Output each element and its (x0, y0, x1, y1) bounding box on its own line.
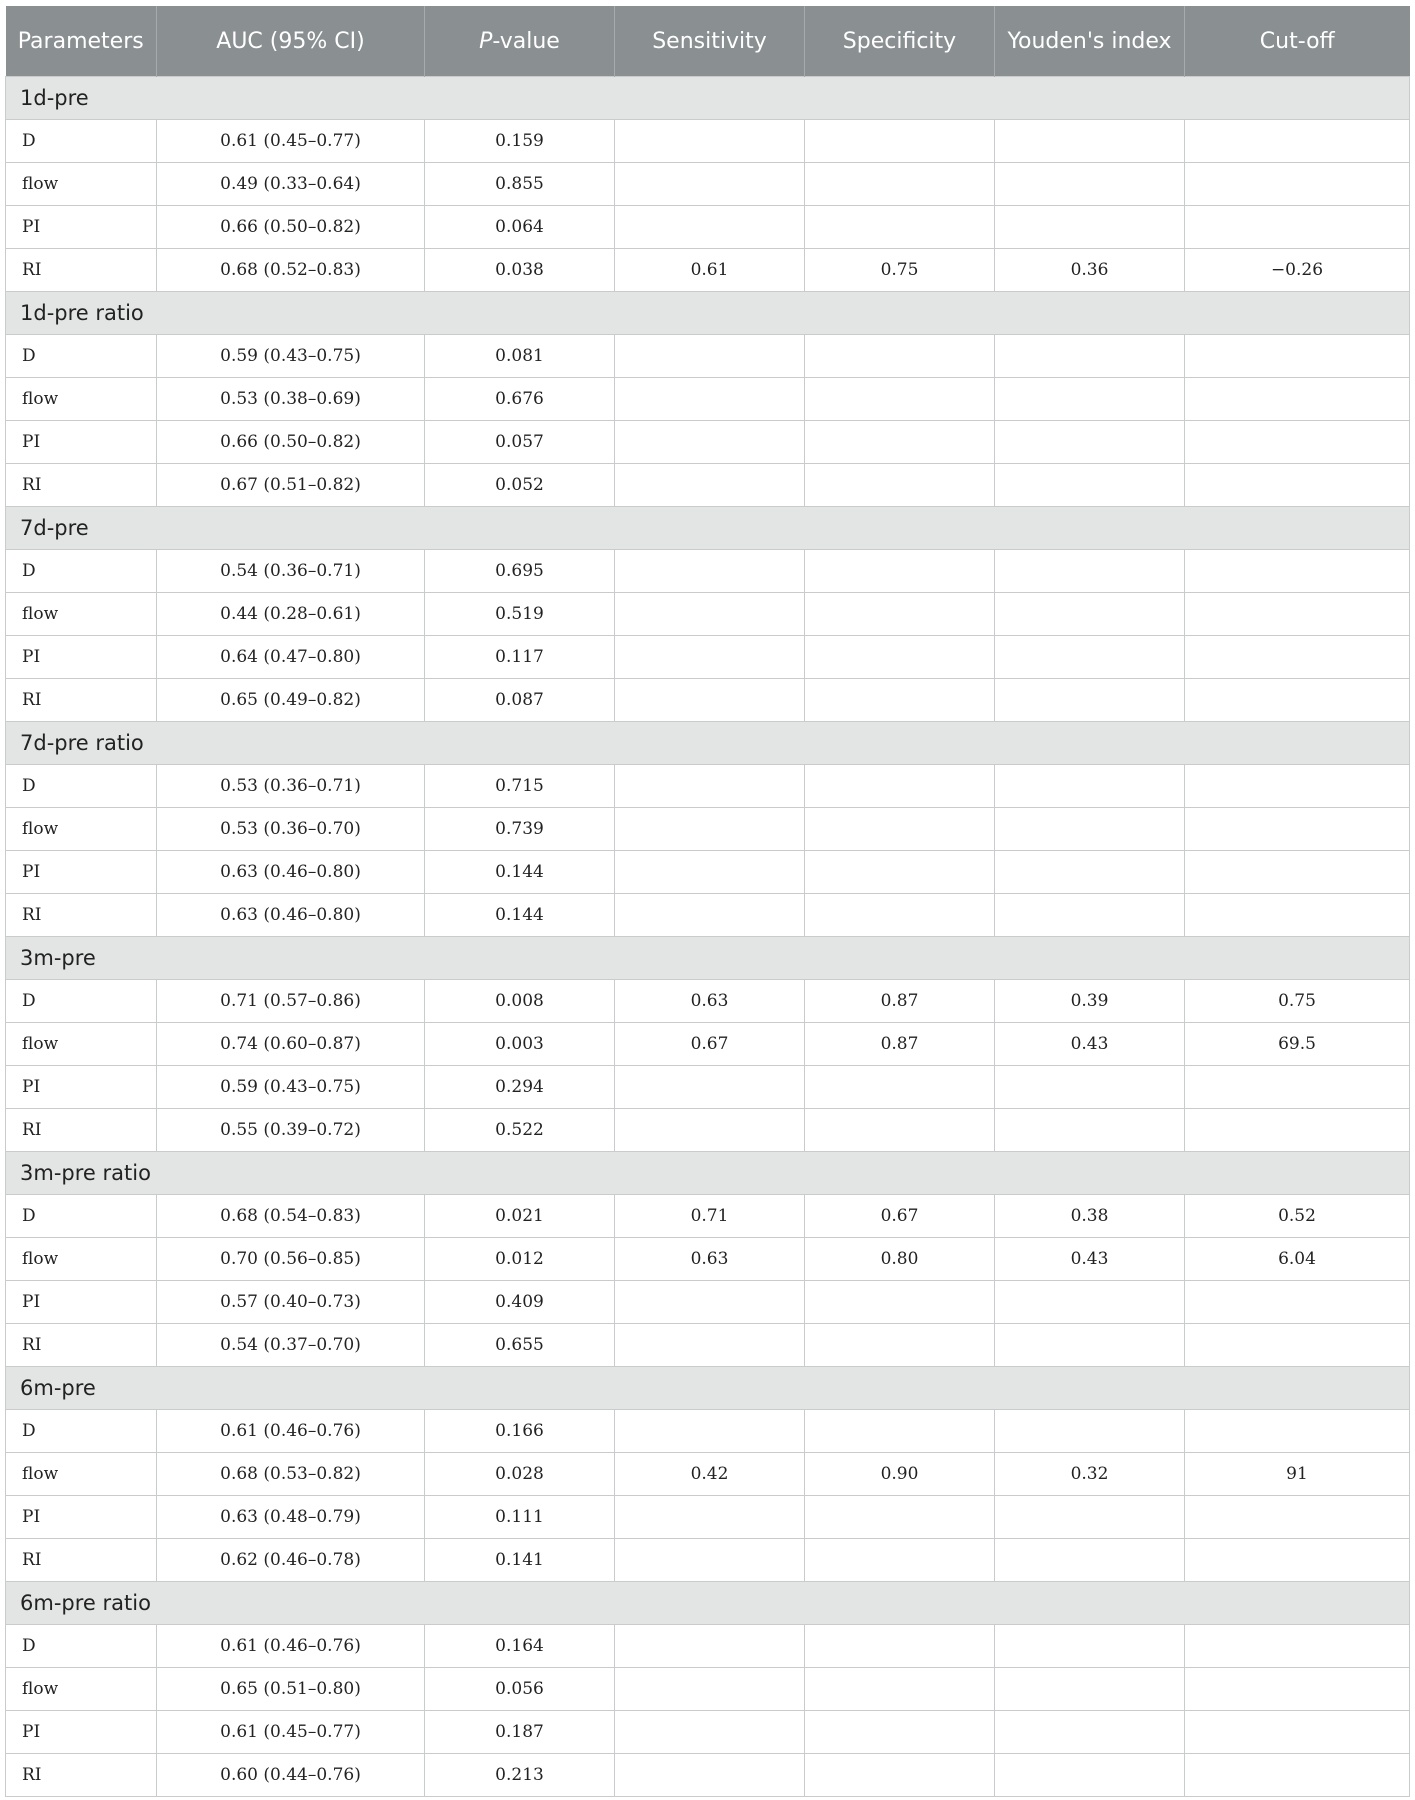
cutoff-cell (1185, 1539, 1410, 1582)
group-header-row (6, 722, 1410, 765)
specificity-cell (805, 808, 995, 851)
youden-cell (995, 1066, 1185, 1109)
auc-cell: 0.44 (0.28–0.61) (157, 593, 425, 636)
sensitivity-cell (615, 593, 805, 636)
auc-cell: 0.66 (0.50–0.82) (157, 206, 425, 249)
p-value-cell: 0.087 (425, 679, 615, 722)
auc-cell: 0.59 (0.43–0.75) (157, 335, 425, 378)
cutoff-cell (1185, 679, 1410, 722)
specificity-cell (805, 1625, 995, 1668)
cutoff-cell (1185, 206, 1410, 249)
table-row (6, 378, 1410, 421)
results-table-container (5, 6, 1409, 1797)
table-row (6, 1023, 1410, 1066)
specificity-cell (805, 378, 995, 421)
auc-cell: 0.60 (0.44–0.76) (157, 1754, 425, 1797)
group-label: 7d-pre ratio (6, 722, 1410, 765)
cutoff-cell (1185, 120, 1410, 163)
specificity-cell (805, 550, 995, 593)
p-value-cell: 0.739 (425, 808, 615, 851)
cutoff-cell (1185, 1711, 1410, 1754)
p-value-cell: 0.715 (425, 765, 615, 808)
specificity-cell (805, 1066, 995, 1109)
p-value-cell: 0.052 (425, 464, 615, 507)
table-row (6, 249, 1410, 292)
table-row (6, 1066, 1410, 1109)
table-row (6, 163, 1410, 206)
specificity-cell (805, 593, 995, 636)
param-cell: PI (6, 1711, 157, 1754)
table-row (6, 206, 1410, 249)
header-p-value (425, 6, 615, 77)
sensitivity-cell (615, 765, 805, 808)
param-cell: RI (6, 249, 157, 292)
sensitivity-cell (615, 550, 805, 593)
specificity-cell (805, 1496, 995, 1539)
table-row (6, 1711, 1410, 1754)
youden-cell (995, 851, 1185, 894)
sensitivity-cell: 0.63 (615, 980, 805, 1023)
sensitivity-cell (615, 421, 805, 464)
youden-cell (995, 120, 1185, 163)
table-row (6, 1539, 1410, 1582)
auc-cell: 0.68 (0.53–0.82) (157, 1453, 425, 1496)
cutoff-cell (1185, 550, 1410, 593)
roc-results-table (5, 6, 1410, 1797)
group-header-row (6, 1582, 1410, 1625)
cutoff-cell (1185, 808, 1410, 851)
header-sensitivity: Sensitivity (615, 6, 805, 77)
youden-cell (995, 1754, 1185, 1797)
param-cell: flow (6, 1238, 157, 1281)
group-label: 7d-pre (6, 507, 1410, 550)
youden-cell: 0.36 (995, 249, 1185, 292)
specificity-cell (805, 1754, 995, 1797)
table-row (6, 1281, 1410, 1324)
cutoff-cell (1185, 1496, 1410, 1539)
specificity-cell (805, 1711, 995, 1754)
youden-cell (995, 765, 1185, 808)
youden-cell (995, 1109, 1185, 1152)
sensitivity-cell: 0.67 (615, 1023, 805, 1066)
p-value-cell: 0.064 (425, 206, 615, 249)
param-cell: D (6, 335, 157, 378)
table-row (6, 1324, 1410, 1367)
youden-cell (995, 1281, 1185, 1324)
auc-cell: 0.63 (0.48–0.79) (157, 1496, 425, 1539)
youden-cell (995, 593, 1185, 636)
cutoff-cell (1185, 1066, 1410, 1109)
sensitivity-cell: 0.71 (615, 1195, 805, 1238)
table-row (6, 550, 1410, 593)
specificity-cell (805, 851, 995, 894)
p-value-cell: 0.676 (425, 378, 615, 421)
sensitivity-cell (615, 1496, 805, 1539)
table-row (6, 808, 1410, 851)
youden-cell (995, 163, 1185, 206)
cutoff-cell (1185, 1281, 1410, 1324)
specificity-cell (805, 765, 995, 808)
p-value-cell: 0.164 (425, 1625, 615, 1668)
specificity-cell (805, 1109, 995, 1152)
sensitivity-cell: 0.42 (615, 1453, 805, 1496)
cutoff-cell (1185, 378, 1410, 421)
youden-cell (995, 1496, 1185, 1539)
auc-cell: 0.65 (0.51–0.80) (157, 1668, 425, 1711)
sensitivity-cell (615, 163, 805, 206)
param-cell: D (6, 550, 157, 593)
cutoff-cell: 0.52 (1185, 1195, 1410, 1238)
p-value-cell: 0.855 (425, 163, 615, 206)
param-cell: RI (6, 1539, 157, 1582)
p-value-cell: 0.166 (425, 1410, 615, 1453)
sensitivity-cell (615, 851, 805, 894)
auc-cell: 0.53 (0.38–0.69) (157, 378, 425, 421)
youden-cell (995, 421, 1185, 464)
table-header (6, 6, 1410, 77)
sensitivity-cell (615, 378, 805, 421)
youden-cell: 0.39 (995, 980, 1185, 1023)
group-header-row (6, 507, 1410, 550)
param-cell: RI (6, 1324, 157, 1367)
param-cell: D (6, 765, 157, 808)
group-header-row (6, 292, 1410, 335)
specificity-cell (805, 163, 995, 206)
table-row (6, 120, 1410, 163)
specificity-cell: 0.87 (805, 1023, 995, 1066)
auc-cell: 0.68 (0.54–0.83) (157, 1195, 425, 1238)
param-cell: flow (6, 163, 157, 206)
cutoff-cell (1185, 1324, 1410, 1367)
auc-cell: 0.63 (0.46–0.80) (157, 851, 425, 894)
auc-cell: 0.53 (0.36–0.71) (157, 765, 425, 808)
sensitivity-cell (615, 1754, 805, 1797)
auc-cell: 0.64 (0.47–0.80) (157, 636, 425, 679)
youden-cell (995, 550, 1185, 593)
specificity-cell (805, 1281, 995, 1324)
youden-cell: 0.43 (995, 1023, 1185, 1066)
p-value-cell: 0.038 (425, 249, 615, 292)
header-p-rest: -value (492, 28, 560, 54)
p-value-cell: 0.141 (425, 1539, 615, 1582)
header-auc: AUC (95% CI) (157, 6, 425, 77)
auc-cell: 0.67 (0.51–0.82) (157, 464, 425, 507)
sensitivity-cell (615, 464, 805, 507)
table-row (6, 1195, 1410, 1238)
auc-cell: 0.49 (0.33–0.64) (157, 163, 425, 206)
param-cell: PI (6, 206, 157, 249)
group-label: 1d-pre (6, 77, 1410, 120)
table-row (6, 636, 1410, 679)
p-value-cell: 0.144 (425, 894, 615, 937)
group-header-row (6, 1152, 1410, 1195)
auc-cell: 0.54 (0.37–0.70) (157, 1324, 425, 1367)
sensitivity-cell (615, 1711, 805, 1754)
youden-cell (995, 1539, 1185, 1582)
group-label: 6m-pre (6, 1367, 1410, 1410)
youden-cell (995, 679, 1185, 722)
auc-cell: 0.55 (0.39–0.72) (157, 1109, 425, 1152)
cutoff-cell (1185, 1410, 1410, 1453)
param-cell: flow (6, 378, 157, 421)
specificity-cell (805, 1539, 995, 1582)
cutoff-cell (1185, 1625, 1410, 1668)
param-cell: PI (6, 1496, 157, 1539)
param-cell: flow (6, 808, 157, 851)
p-value-cell: 0.213 (425, 1754, 615, 1797)
youden-cell (995, 1711, 1185, 1754)
table-row (6, 765, 1410, 808)
p-value-cell: 0.695 (425, 550, 615, 593)
auc-cell: 0.53 (0.36–0.70) (157, 808, 425, 851)
youden-cell (995, 335, 1185, 378)
cutoff-cell (1185, 1668, 1410, 1711)
youden-cell (995, 1410, 1185, 1453)
table-row (6, 1109, 1410, 1152)
p-value-cell: 0.012 (425, 1238, 615, 1281)
specificity-cell (805, 120, 995, 163)
param-cell: D (6, 980, 157, 1023)
p-value-cell: 0.111 (425, 1496, 615, 1539)
auc-cell: 0.57 (0.40–0.73) (157, 1281, 425, 1324)
sensitivity-cell (615, 1668, 805, 1711)
youden-cell (995, 894, 1185, 937)
specificity-cell (805, 894, 995, 937)
sensitivity-cell (615, 1109, 805, 1152)
header-row (6, 6, 1410, 77)
p-value-cell: 0.021 (425, 1195, 615, 1238)
specificity-cell (805, 1410, 995, 1453)
p-value-cell: 0.187 (425, 1711, 615, 1754)
p-value-cell: 0.144 (425, 851, 615, 894)
group-label: 3m-pre (6, 937, 1410, 980)
table-row (6, 464, 1410, 507)
table-row (6, 679, 1410, 722)
param-cell: PI (6, 851, 157, 894)
sensitivity-cell: 0.63 (615, 1238, 805, 1281)
specificity-cell (805, 636, 995, 679)
cutoff-cell (1185, 593, 1410, 636)
param-cell: flow (6, 1453, 157, 1496)
specificity-cell (805, 335, 995, 378)
auc-cell: 0.62 (0.46–0.78) (157, 1539, 425, 1582)
auc-cell: 0.54 (0.36–0.71) (157, 550, 425, 593)
specificity-cell (805, 1668, 995, 1711)
auc-cell: 0.61 (0.46–0.76) (157, 1625, 425, 1668)
p-value-cell: 0.519 (425, 593, 615, 636)
group-header-row (6, 1367, 1410, 1410)
p-value-cell: 0.028 (425, 1453, 615, 1496)
youden-cell (995, 1668, 1185, 1711)
param-cell: flow (6, 593, 157, 636)
specificity-cell (805, 206, 995, 249)
p-value-cell: 0.409 (425, 1281, 615, 1324)
cutoff-cell (1185, 765, 1410, 808)
specificity-cell (805, 421, 995, 464)
header-p-italic: P (479, 28, 493, 54)
p-value-cell: 0.294 (425, 1066, 615, 1109)
table-row (6, 851, 1410, 894)
youden-cell (995, 808, 1185, 851)
cutoff-cell: −0.26 (1185, 249, 1410, 292)
auc-cell: 0.68 (0.52–0.83) (157, 249, 425, 292)
cutoff-cell: 0.75 (1185, 980, 1410, 1023)
table-row (6, 1496, 1410, 1539)
param-cell: PI (6, 421, 157, 464)
cutoff-cell: 6.04 (1185, 1238, 1410, 1281)
sensitivity-cell (615, 1410, 805, 1453)
group-header-row (6, 77, 1410, 120)
p-value-cell: 0.159 (425, 120, 615, 163)
header-specificity: Specificity (805, 6, 995, 77)
param-cell: D (6, 1625, 157, 1668)
specificity-cell: 0.67 (805, 1195, 995, 1238)
sensitivity-cell (615, 1324, 805, 1367)
p-value-cell: 0.655 (425, 1324, 615, 1367)
table-row (6, 421, 1410, 464)
table-row (6, 1238, 1410, 1281)
auc-cell: 0.61 (0.45–0.77) (157, 120, 425, 163)
sensitivity-cell (615, 206, 805, 249)
auc-cell: 0.63 (0.46–0.80) (157, 894, 425, 937)
sensitivity-cell (615, 335, 805, 378)
specificity-cell (805, 1324, 995, 1367)
p-value-cell: 0.081 (425, 335, 615, 378)
sensitivity-cell (615, 1281, 805, 1324)
param-cell: flow (6, 1668, 157, 1711)
cutoff-cell (1185, 464, 1410, 507)
auc-cell: 0.66 (0.50–0.82) (157, 421, 425, 464)
youden-cell (995, 206, 1185, 249)
p-value-cell: 0.056 (425, 1668, 615, 1711)
header-cutoff: Cut-off (1185, 6, 1410, 77)
table-row (6, 1453, 1410, 1496)
youden-cell (995, 1324, 1185, 1367)
table-row (6, 894, 1410, 937)
auc-cell: 0.70 (0.56–0.85) (157, 1238, 425, 1281)
youden-cell (995, 464, 1185, 507)
param-cell: PI (6, 1281, 157, 1324)
cutoff-cell (1185, 335, 1410, 378)
param-cell: D (6, 120, 157, 163)
specificity-cell (805, 464, 995, 507)
table-row (6, 1410, 1410, 1453)
specificity-cell: 0.80 (805, 1238, 995, 1281)
sensitivity-cell (615, 679, 805, 722)
p-value-cell: 0.522 (425, 1109, 615, 1152)
cutoff-cell (1185, 894, 1410, 937)
sensitivity-cell (615, 1539, 805, 1582)
youden-cell: 0.38 (995, 1195, 1185, 1238)
param-cell: PI (6, 636, 157, 679)
auc-cell: 0.59 (0.43–0.75) (157, 1066, 425, 1109)
group-header-row (6, 937, 1410, 980)
youden-cell (995, 378, 1185, 421)
group-label: 3m-pre ratio (6, 1152, 1410, 1195)
param-cell: RI (6, 894, 157, 937)
cutoff-cell (1185, 163, 1410, 206)
param-cell: D (6, 1410, 157, 1453)
table-row (6, 980, 1410, 1023)
sensitivity-cell (615, 120, 805, 163)
param-cell: RI (6, 1754, 157, 1797)
cutoff-cell (1185, 1109, 1410, 1152)
group-label: 6m-pre ratio (6, 1582, 1410, 1625)
sensitivity-cell (615, 1625, 805, 1668)
cutoff-cell: 91 (1185, 1453, 1410, 1496)
youden-cell (995, 1625, 1185, 1668)
sensitivity-cell (615, 894, 805, 937)
cutoff-cell: 69.5 (1185, 1023, 1410, 1066)
table-row (6, 593, 1410, 636)
cutoff-cell (1185, 421, 1410, 464)
param-cell: D (6, 1195, 157, 1238)
auc-cell: 0.71 (0.57–0.86) (157, 980, 425, 1023)
cutoff-cell (1185, 851, 1410, 894)
param-cell: RI (6, 1109, 157, 1152)
auc-cell: 0.61 (0.45–0.77) (157, 1711, 425, 1754)
youden-cell: 0.32 (995, 1453, 1185, 1496)
table-row (6, 1754, 1410, 1797)
specificity-cell: 0.75 (805, 249, 995, 292)
table-body (6, 77, 1410, 1797)
table-row (6, 1668, 1410, 1711)
youden-cell: 0.43 (995, 1238, 1185, 1281)
param-cell: flow (6, 1023, 157, 1066)
p-value-cell: 0.003 (425, 1023, 615, 1066)
specificity-cell: 0.90 (805, 1453, 995, 1496)
table-row (6, 1625, 1410, 1668)
auc-cell: 0.61 (0.46–0.76) (157, 1410, 425, 1453)
param-cell: PI (6, 1066, 157, 1109)
specificity-cell (805, 679, 995, 722)
youden-cell (995, 636, 1185, 679)
param-cell: RI (6, 679, 157, 722)
p-value-cell: 0.117 (425, 636, 615, 679)
param-cell: RI (6, 464, 157, 507)
sensitivity-cell (615, 1066, 805, 1109)
header-parameters: Parameters (6, 6, 157, 77)
cutoff-cell (1185, 1754, 1410, 1797)
specificity-cell: 0.87 (805, 980, 995, 1023)
sensitivity-cell: 0.61 (615, 249, 805, 292)
auc-cell: 0.65 (0.49–0.82) (157, 679, 425, 722)
header-youden-index: Youden's index (995, 6, 1185, 77)
auc-cell: 0.74 (0.60–0.87) (157, 1023, 425, 1066)
p-value-cell: 0.008 (425, 980, 615, 1023)
cutoff-cell (1185, 636, 1410, 679)
sensitivity-cell (615, 636, 805, 679)
group-label: 1d-pre ratio (6, 292, 1410, 335)
sensitivity-cell (615, 808, 805, 851)
table-row (6, 335, 1410, 378)
p-value-cell: 0.057 (425, 421, 615, 464)
